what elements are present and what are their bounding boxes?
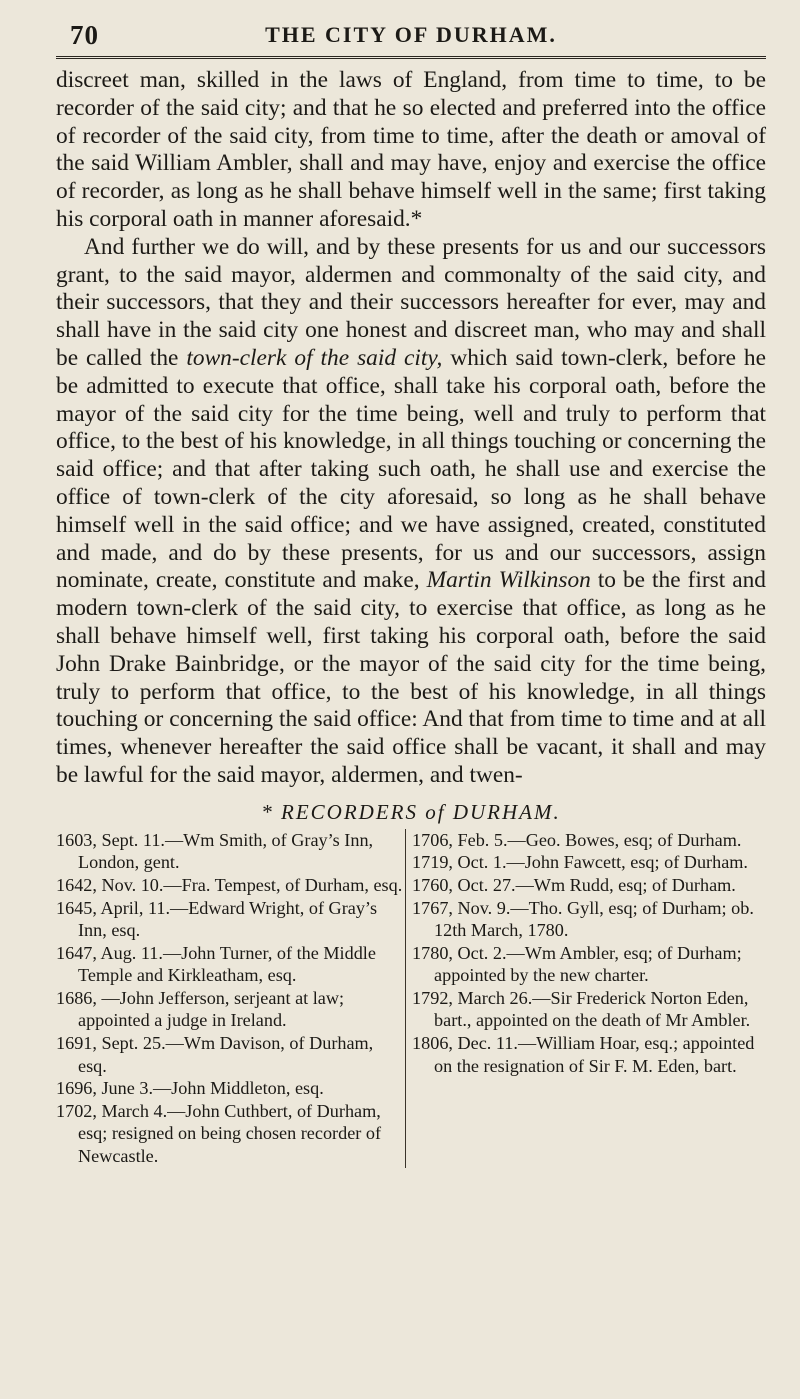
paragraph-2-text-3: to be the first and modern town-clerk of the said city, to exercise that office, as long as he shall behave himself well, first taking his corporal oath, before the said John Drake Bainbridge, or the mayor of the said city for the time being, truly to perform that office, to the best of his knowledge, in all things touching or concerning the said office: And that from time to time and at all times, whenever hereafter the said office shall be vacant, it shall and may be lawful for the said mayor, aldermen, and twen- bbox=[56, 567, 766, 788]
record-entry: 1719, Oct. 1.—John Fawcett, esq; of Durham. bbox=[412, 852, 748, 873]
record-entry: 1792, March 26.—Sir Frederick Norton Eden, bart., appointed on the death of Mr Ambler. bbox=[412, 987, 751, 1031]
record-entry: 1691, Sept. 25.—Wm Davison, of Durham, esq. bbox=[56, 1033, 374, 1076]
page-number: 70 bbox=[70, 20, 99, 50]
footnote-records bbox=[56, 829, 766, 1168]
record-entry: 1767, Nov. 9.—Tho. Gyll, esq; of Durham; ob. 12th March, 1780. bbox=[412, 897, 754, 941]
record-entry: 1647, Aug. 11.—John Turner, of the Middle Temple and Kirkleatham, esq. bbox=[56, 942, 376, 986]
record-entry: 1642, Nov. 10.—Fra. Tempest, of Durham, esq. bbox=[56, 874, 403, 895]
record-entry: 1780, Oct. 2.—Wm Ambler, esq; of Durham; appointed by the new charter. bbox=[412, 942, 742, 986]
running-head: THE CITY OF DURHAM. bbox=[265, 22, 557, 47]
footnote-heading: * RECORDERS of DURHAM. bbox=[261, 799, 561, 824]
main-text bbox=[56, 67, 766, 790]
record-entry: 1603, Sept. 11.—Wm Smith, of Gray’s Inn, London, gent. bbox=[56, 829, 374, 873]
record-entry: 1696, June 3.—John Middleton, esq. bbox=[56, 1078, 324, 1099]
paragraph-2-text-1: And further we do will, and by these presents for us and our successors grant, to the said mayor, aldermen and commonalty of the said city, and their successors, that they and their successors hereafter for ever, may and shall have in the said city one honest and discreet man, who may and shall be called the bbox=[56, 233, 766, 371]
record-entry: 1806, Dec. 11.—William Hoar, esq.; appointed on the resignation of Sir F. M. Eden, bart. bbox=[412, 1033, 755, 1076]
paragraph-1: discreet man, skilled in the laws of England, from time to time, to be recorder of the said city; and that he so elected and preferred into the office of recorder of the said city, from time to time, after the death or amoval of the said William Ambler, shall and may have, enjoy and exercise the office of recorder, as long as he shall behave himself well in the same; first taking his corporal oath in manner aforesaid.* bbox=[56, 67, 766, 232]
header-rule bbox=[56, 56, 766, 59]
paragraph-2-text-2: which said town-clerk, before he be admitted to execute that office, shall take his corporal oath, before the mayor of the said city for the time being, well and truly to perform that office, to the best of his knowledge, in all things touching or concerning the said office; and that after taking such oath, he shall use and exercise the office of town-clerk of the city aforesaid, so long as he shall behave himself well in the said office; and we have assigned, created, constituted and made, and do by these presents, for us and our successors, assign nominate, create, constitute and make, bbox=[56, 344, 766, 594]
record-entry: 1686, —John Jefferson, serjeant at law; appointed a judge in Ireland. bbox=[56, 987, 345, 1031]
paragraph-2 bbox=[56, 234, 766, 790]
page-header bbox=[56, 14, 766, 56]
record-entry: 1706, Feb. 5.—Geo. Bowes, esq; of Durham. bbox=[412, 829, 742, 850]
record-entry: 1760, Oct. 27.—Wm Rudd, esq; of Durham. bbox=[412, 874, 736, 895]
footnote-left-column bbox=[56, 829, 405, 1168]
record-entry: 1702, March 4.—John Cuthbert, of Durham, esq; resigned on being chosen recorder of Newcastle. bbox=[56, 1100, 382, 1167]
record-entry: 1645, April, 11.—Edward Wright, of Gray’s Inn, esq. bbox=[56, 897, 378, 941]
footnote-right-column bbox=[405, 829, 766, 1168]
paragraph-2-italic-1: town-clerk of the said city, bbox=[186, 344, 443, 371]
paragraph-2-italic-2: Martin Wilkinson bbox=[426, 567, 591, 594]
